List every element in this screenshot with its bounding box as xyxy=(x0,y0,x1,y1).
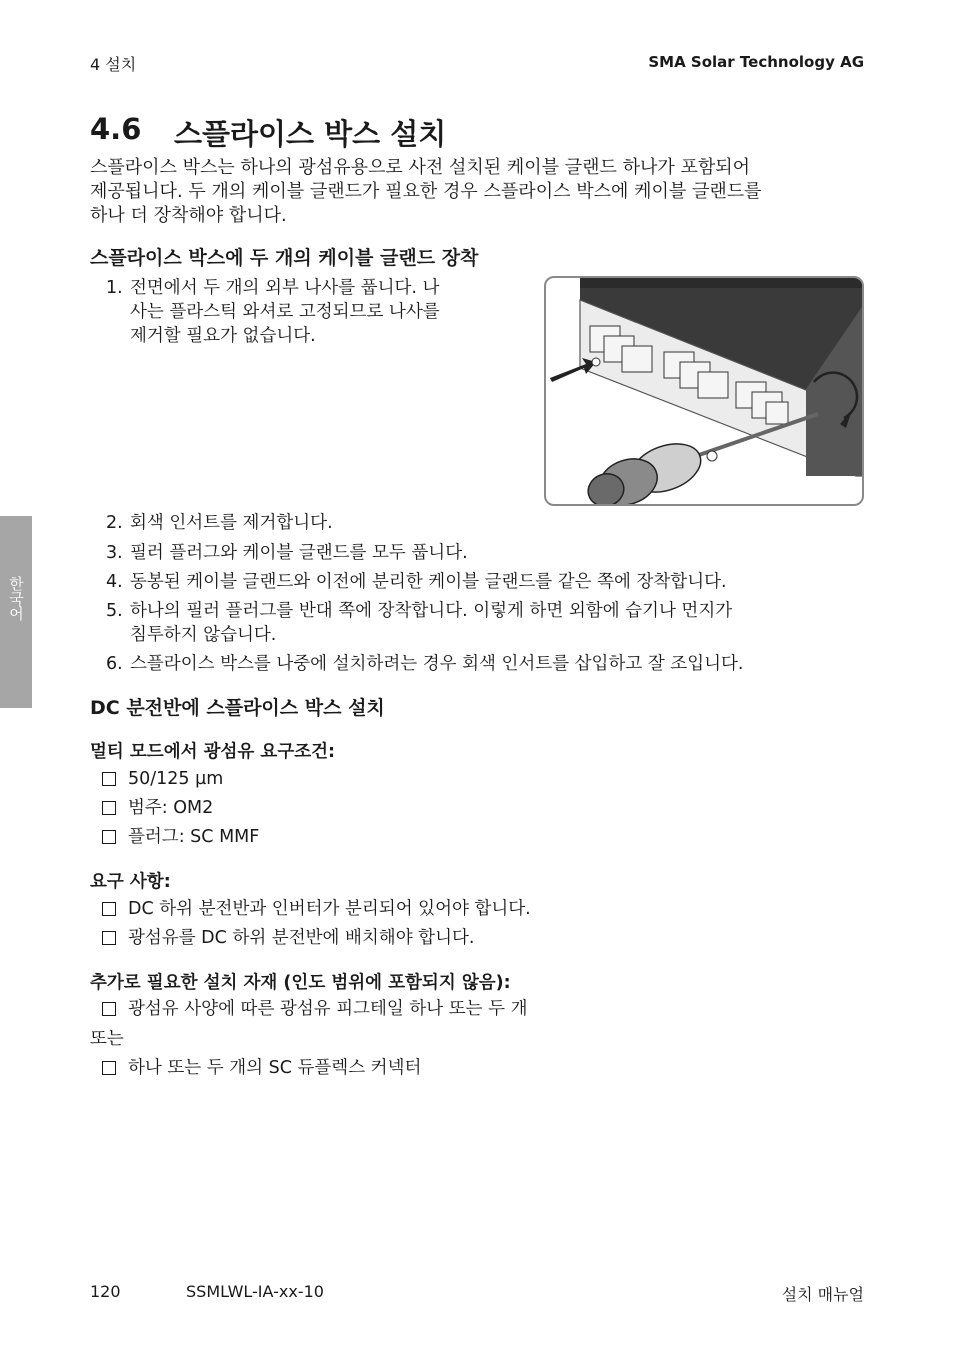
footer-manual-title: 설치 매뉴얼 xyxy=(781,1285,864,1304)
step-number: 4. xyxy=(106,572,123,592)
step-line: 회색 인서트를 제거합니다. xyxy=(130,513,333,533)
step-number: 6. xyxy=(106,654,123,674)
req-item xyxy=(102,897,531,921)
fiber-req-item xyxy=(102,825,259,849)
step-line: 스플라이스 박스를 나중에 설치하려는 경우 회색 인서트를 삽입하고 잘 조입니다. xyxy=(130,654,744,674)
step-3 xyxy=(106,541,468,565)
checkbox-icon xyxy=(102,931,116,945)
step-number: 2. xyxy=(106,513,123,533)
fiber-req-item xyxy=(102,767,223,791)
section-number: 4.6 xyxy=(90,112,142,146)
step-line: 필러 플러그와 케이블 글랜드를 모두 풉니다. xyxy=(130,543,468,563)
header-section: 4 설치 xyxy=(90,55,137,74)
checkbox-icon xyxy=(102,902,116,916)
step-line: 전면에서 두 개의 외부 나사를 풉니다. 나 xyxy=(130,278,440,298)
extra-heading: 추가로 필요한 설치 자재 (인도 범위에 포함되지 않음): xyxy=(90,973,511,993)
language-tab-label: 한국어 xyxy=(7,576,25,621)
fiber-req-text: 범주: OM2 xyxy=(128,798,214,818)
mount-heading: 스플라이스 박스에 두 개의 케이블 글랜드 장착 xyxy=(90,247,479,269)
intro-line-3: 하나 더 장착해야 합니다. xyxy=(90,205,287,226)
step-number: 3. xyxy=(106,543,123,563)
fiber-req-heading: 멀티 모드에서 광섬유 요구조건: xyxy=(90,742,336,762)
checkbox-icon xyxy=(102,772,116,786)
footer-page-number: 120 xyxy=(90,1282,121,1301)
step-line: 사는 플라스틱 와셔로 고정되므로 나사를 xyxy=(130,302,440,322)
fiber-req-item xyxy=(102,796,213,820)
extra-or: 또는 xyxy=(90,1029,124,1049)
splice-box-illustration xyxy=(546,278,862,504)
step-line: 제거할 필요가 없습니다. xyxy=(130,326,316,346)
step-5 xyxy=(106,599,732,647)
req-item xyxy=(102,926,474,950)
step-6 xyxy=(106,652,744,676)
extra-item xyxy=(102,1056,421,1080)
extra-text: 하나 또는 두 개의 SC 듀플렉스 커넥터 xyxy=(128,1058,422,1078)
section-title xyxy=(90,112,446,153)
step-2 xyxy=(106,511,333,535)
intro-line-2: 제공됩니다. 두 개의 케이블 글랜드가 필요한 경우 스플라이스 박스에 케이블 글랜드를 xyxy=(90,181,762,202)
section-title-text: 스플라이스 박스 설치 xyxy=(174,117,447,151)
checkbox-icon xyxy=(102,830,116,844)
extra-text: 광섬유 사양에 따른 광섬유 피그테일 하나 또는 두 개 xyxy=(128,999,528,1019)
req-heading: 요구 사항: xyxy=(90,872,171,892)
checkbox-icon xyxy=(102,1002,116,1016)
checkbox-icon xyxy=(102,801,116,815)
req-text: 광섬유를 DC 하위 분전반에 배치해야 합니다. xyxy=(128,928,475,948)
step-1 xyxy=(106,276,440,348)
step-line: 침투하지 않습니다. xyxy=(130,625,277,645)
fiber-req-text: 50/125 µm xyxy=(128,769,224,789)
header-company: SMA Solar Technology AG xyxy=(648,53,864,71)
language-tab xyxy=(0,516,32,708)
step-line: 동봉된 케이블 글랜드와 이전에 분리한 케이블 글랜드를 같은 쪽에 장착합니다. xyxy=(130,572,727,592)
dc-heading: DC 분전반에 스플라이스 박스 설치 xyxy=(90,697,385,719)
intro-line-1: 스플라이스 박스는 하나의 광섬유용으로 사전 설치된 케이블 글랜드 하나가 포함되어 xyxy=(90,157,751,178)
fiber-req-text: 플러그: SC MMF xyxy=(128,827,260,847)
footer-doc-code: SSMLWL-IA-xx-10 xyxy=(186,1282,324,1301)
req-text: DC 하위 분전반과 인버터가 분리되어 있어야 합니다. xyxy=(128,899,531,919)
step-line: 하나의 필러 플러그를 반대 쪽에 장착합니다. 이렇게 하면 외함에 습기나 먼지가 xyxy=(130,601,733,621)
step-4 xyxy=(106,570,727,594)
extra-item xyxy=(102,997,528,1021)
splice-box-figure xyxy=(544,276,864,506)
step-number: 5. xyxy=(106,601,123,621)
checkbox-icon xyxy=(102,1061,116,1075)
step-number: 1. xyxy=(106,278,123,298)
